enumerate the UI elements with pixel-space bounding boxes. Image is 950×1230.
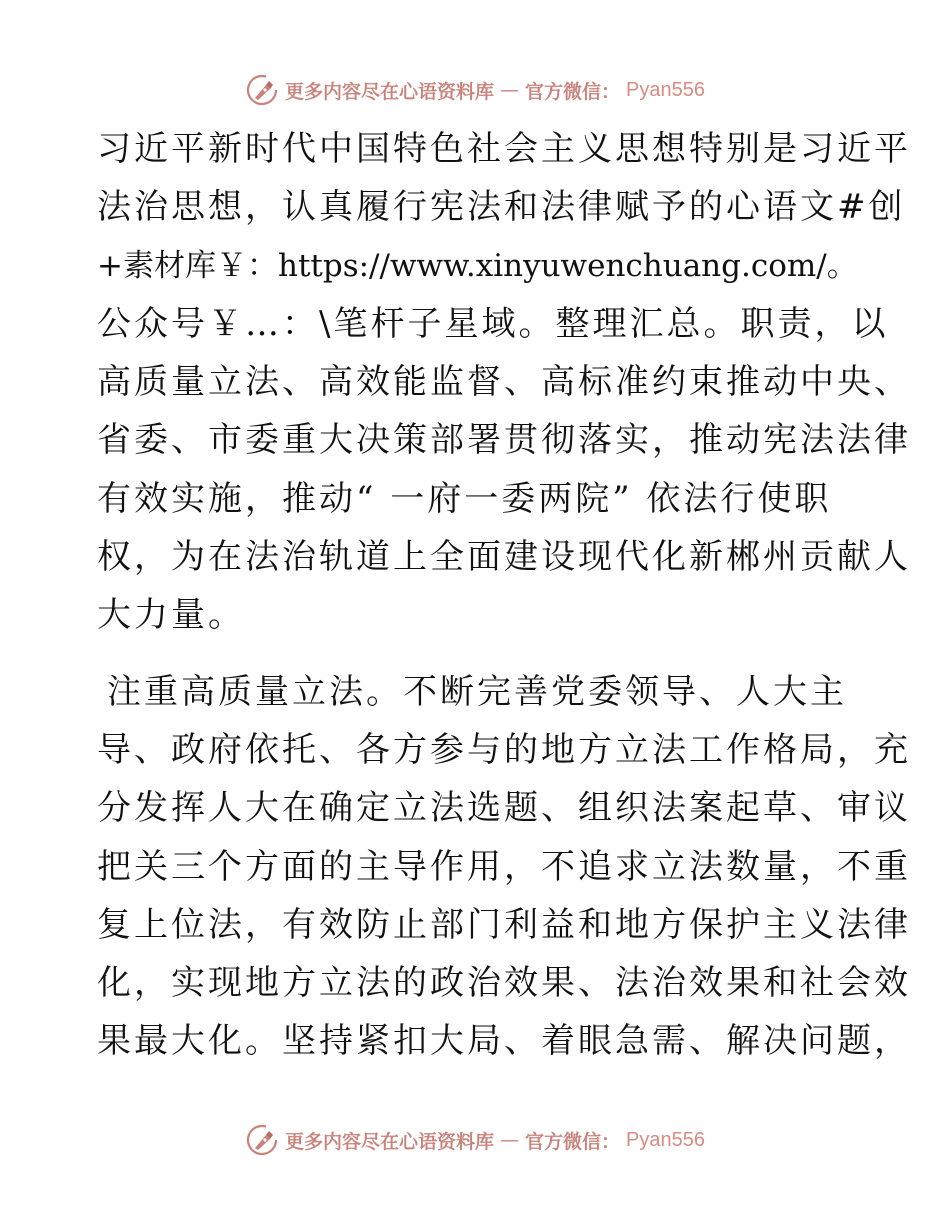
pen-nib-logo-icon — [245, 73, 279, 107]
paragraph-1 — [97, 120, 911, 645]
text-line: 大力量。 — [97, 595, 245, 636]
watermark-wechat-label: 官方微信： — [525, 1130, 621, 1153]
text-line: 权，为在法治轨道上全面建设现代化新郴州贡献人 — [97, 537, 911, 578]
document-body — [97, 120, 911, 1071]
watermark-separator: — — [500, 1129, 520, 1151]
text-line: 公众号￥…：\笔杆子星域。整理汇总。职责，以 — [97, 303, 889, 344]
text-line: 把关三个方面的主导作用，不追求立法数量，不重 — [97, 846, 911, 887]
paragraph-gap — [97, 645, 857, 663]
watermark-wechat-id: Pyan556 — [626, 78, 705, 101]
text-line: +素材库￥：https://www.xinyuwenchuang.com/。 — [97, 247, 858, 284]
watermark-wechat-label: 官方微信： — [525, 80, 621, 103]
footer-watermark — [0, 1120, 950, 1160]
text-line: 导、政府依托、各方参与的地方立法工作格局，充 — [97, 729, 911, 770]
text-line: 注重高质量立法。不断完善党委领导、人大主 — [107, 671, 847, 712]
watermark-text: 更多内容尽在心语资料库 — [285, 80, 495, 103]
text-line: 高质量立法、高效能监督、高标准约束推动中央、 — [97, 362, 911, 403]
text-line: 果最大化。坚持紧扣大局、着眼急需、解决问题， — [97, 1021, 911, 1062]
pen-nib-logo-icon — [245, 1123, 279, 1157]
text-line: 省委、市委重大决策部署贯彻落实，推动宪法法律 — [97, 420, 911, 461]
watermark-wechat-id: Pyan556 — [626, 1128, 705, 1151]
watermark-text: 更多内容尽在心语资料库 — [285, 1130, 495, 1153]
text-line: 法治思想，认真履行宪法和法律赋予的心语文#创 — [97, 187, 906, 228]
header-watermark — [0, 70, 950, 110]
text-line: 分发挥人大在确定立法选题、组织法案起草、审议 — [97, 788, 911, 829]
text-line: 习近平新时代中国特色社会主义思想特别是习近平 — [97, 129, 911, 169]
paragraph-2 — [97, 663, 911, 1071]
text-line: 化，实现地方立法的政治效果、法治效果和社会效 — [97, 963, 911, 1004]
text-line: 复上位法，有效防止部门利益和地方保护主义法律 — [97, 904, 911, 945]
text-line: 有效实施，推动“ 一府一委两院” 依法行使职 — [97, 478, 832, 519]
watermark-separator: — — [500, 79, 520, 101]
